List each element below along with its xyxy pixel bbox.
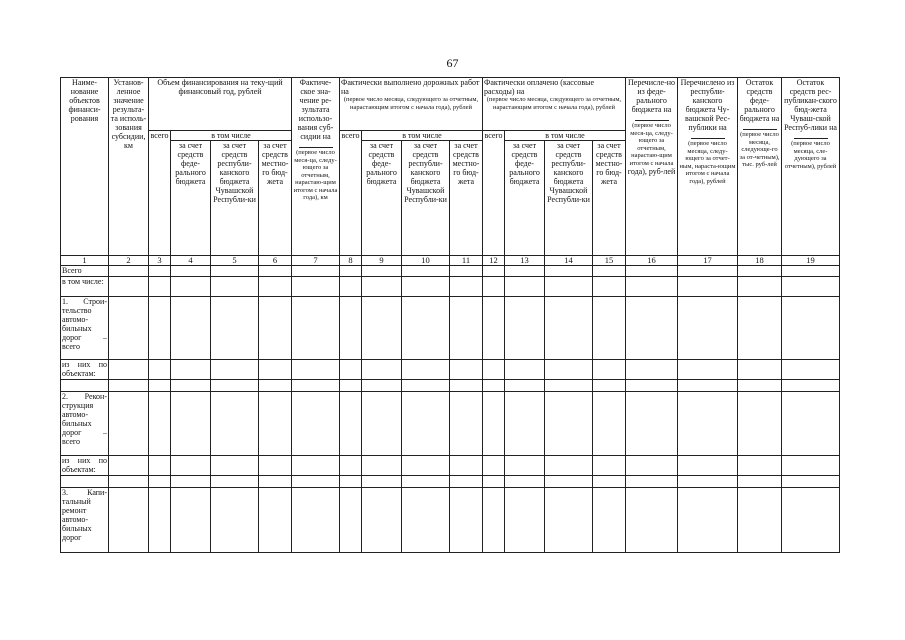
row-label: из них по объектам: [62,360,107,378]
column-number: 13 [505,256,545,266]
column-number: 1 [61,256,109,266]
column-number: 8 [340,256,362,266]
header-federal: за счет средств феде-рального бюджета [171,141,211,256]
financing-report-table [60,77,840,553]
table-row [61,277,840,297]
column-numbers-row [61,256,840,266]
header-balance-federal: Остаток средств феде-рального бюджета на (первое число месяца, следующе-го за от-четным), тыс. руб-лей [738,78,782,256]
column-number: 16 [626,256,678,266]
row-label: 3. Капи-тальный ремонт автомо-бильных дорог [61,488,109,553]
page-number: 67 [446,56,459,70]
header-including: в том числе [171,131,292,141]
column-number: 7 [292,256,340,266]
header-total: всего [340,131,362,256]
column-number: 3 [149,256,171,266]
column-number: 15 [593,256,626,266]
header-balance-republic: Остаток средств рес-публикан-ского бюд-жета Чуваш-ской Респуб-лики на (первое число месяца, сле-дующего за отчетным), рублей [782,78,840,256]
row-label: Всего [61,266,109,277]
row-label: в том числе: [61,277,109,297]
column-number: 10 [402,256,450,266]
column-number: 12 [483,256,505,266]
header-republic: за счет средств республи-канского бюджета Чувашской Республи-ки [211,141,259,256]
header-transferred-republic: Перечислено из республи-канского бюджета Чу-вашской Рес-публики на (первое число месяца, следу-ющего за отчет-ным, нараста-ющим итогом с начала года), рублей [678,78,738,256]
header-local: за счет средств местно-го бюд-жета [259,141,292,256]
table-row [61,297,840,360]
header-republic: за счет средств республи-канского бюджета Чувашской Республи-ки [545,141,593,256]
column-number: 17 [678,256,738,266]
table-row [61,266,840,277]
table-row [61,476,840,488]
header-total: всего [483,131,505,256]
header-works-done: Фактически выполнено дорожных работ на (первое число месяца, следующего за отчетным, нарастающим итогом с начала года), рублей [340,78,483,131]
table-row [61,488,840,553]
header-local: за счет средств местно-го бюд-жета [593,141,626,256]
header-total: всего [149,131,171,256]
header-paid: Фактически оплачено (кассовые расходы) на (первое число месяца, следующего за отчетным, нарастающим итогом с начала года), рублей [483,78,626,131]
header-local: за счет средств местно-го бюд-жета [450,141,483,256]
column-number: 19 [782,256,840,266]
column-number: 11 [450,256,483,266]
column-number: 5 [211,256,259,266]
row-label: 1. Строи-тельство автомо-бильных дорог – всего [61,297,109,360]
header-financing-volume: Объем финансирования на теку-щий финансовый год, рублей [149,78,292,131]
column-number: 9 [362,256,402,266]
column-number: 6 [259,256,292,266]
header-set-value: Установ-ленное значение результа-та исполь-зования субсидии, км [109,78,149,256]
header-actual-value: Фактиче-ское зна-чение ре-зультата использо-вания суб-сидии на (первое число меся-ца, следу-ющего за отчетным, нарастаю-щим итогом с начала года), км [292,78,340,256]
row-label: 2. Рекон-струкция автомо-бильных дорог – всего [61,392,109,456]
header-transferred-federal: Перечисле-но из феде-рального бюджета на (первое число меся-ца, следу-ющего за отчетным, нарастаю-щим итогом с начала года), руб-лей [626,78,678,256]
header-including: в том числе [505,131,626,141]
table-row [61,456,840,476]
table-row [61,380,840,392]
header-object-name: Наиме-нование объектов финанси-рования [61,78,109,256]
header-federal: за счет средств феде-рального бюджета [505,141,545,256]
column-number: 18 [738,256,782,266]
column-number: 2 [109,256,149,266]
table-row [61,392,840,456]
column-number: 14 [545,256,593,266]
row-label: из них по объектам: [62,456,107,474]
header-including: в том числе [362,131,483,141]
header-republic: за счет средств республи-канского бюджета Чувашской Республи-ки [402,141,450,256]
column-number: 4 [171,256,211,266]
header-federal: за счет средств феде-рального бюджета [362,141,402,256]
table-row [61,360,840,380]
